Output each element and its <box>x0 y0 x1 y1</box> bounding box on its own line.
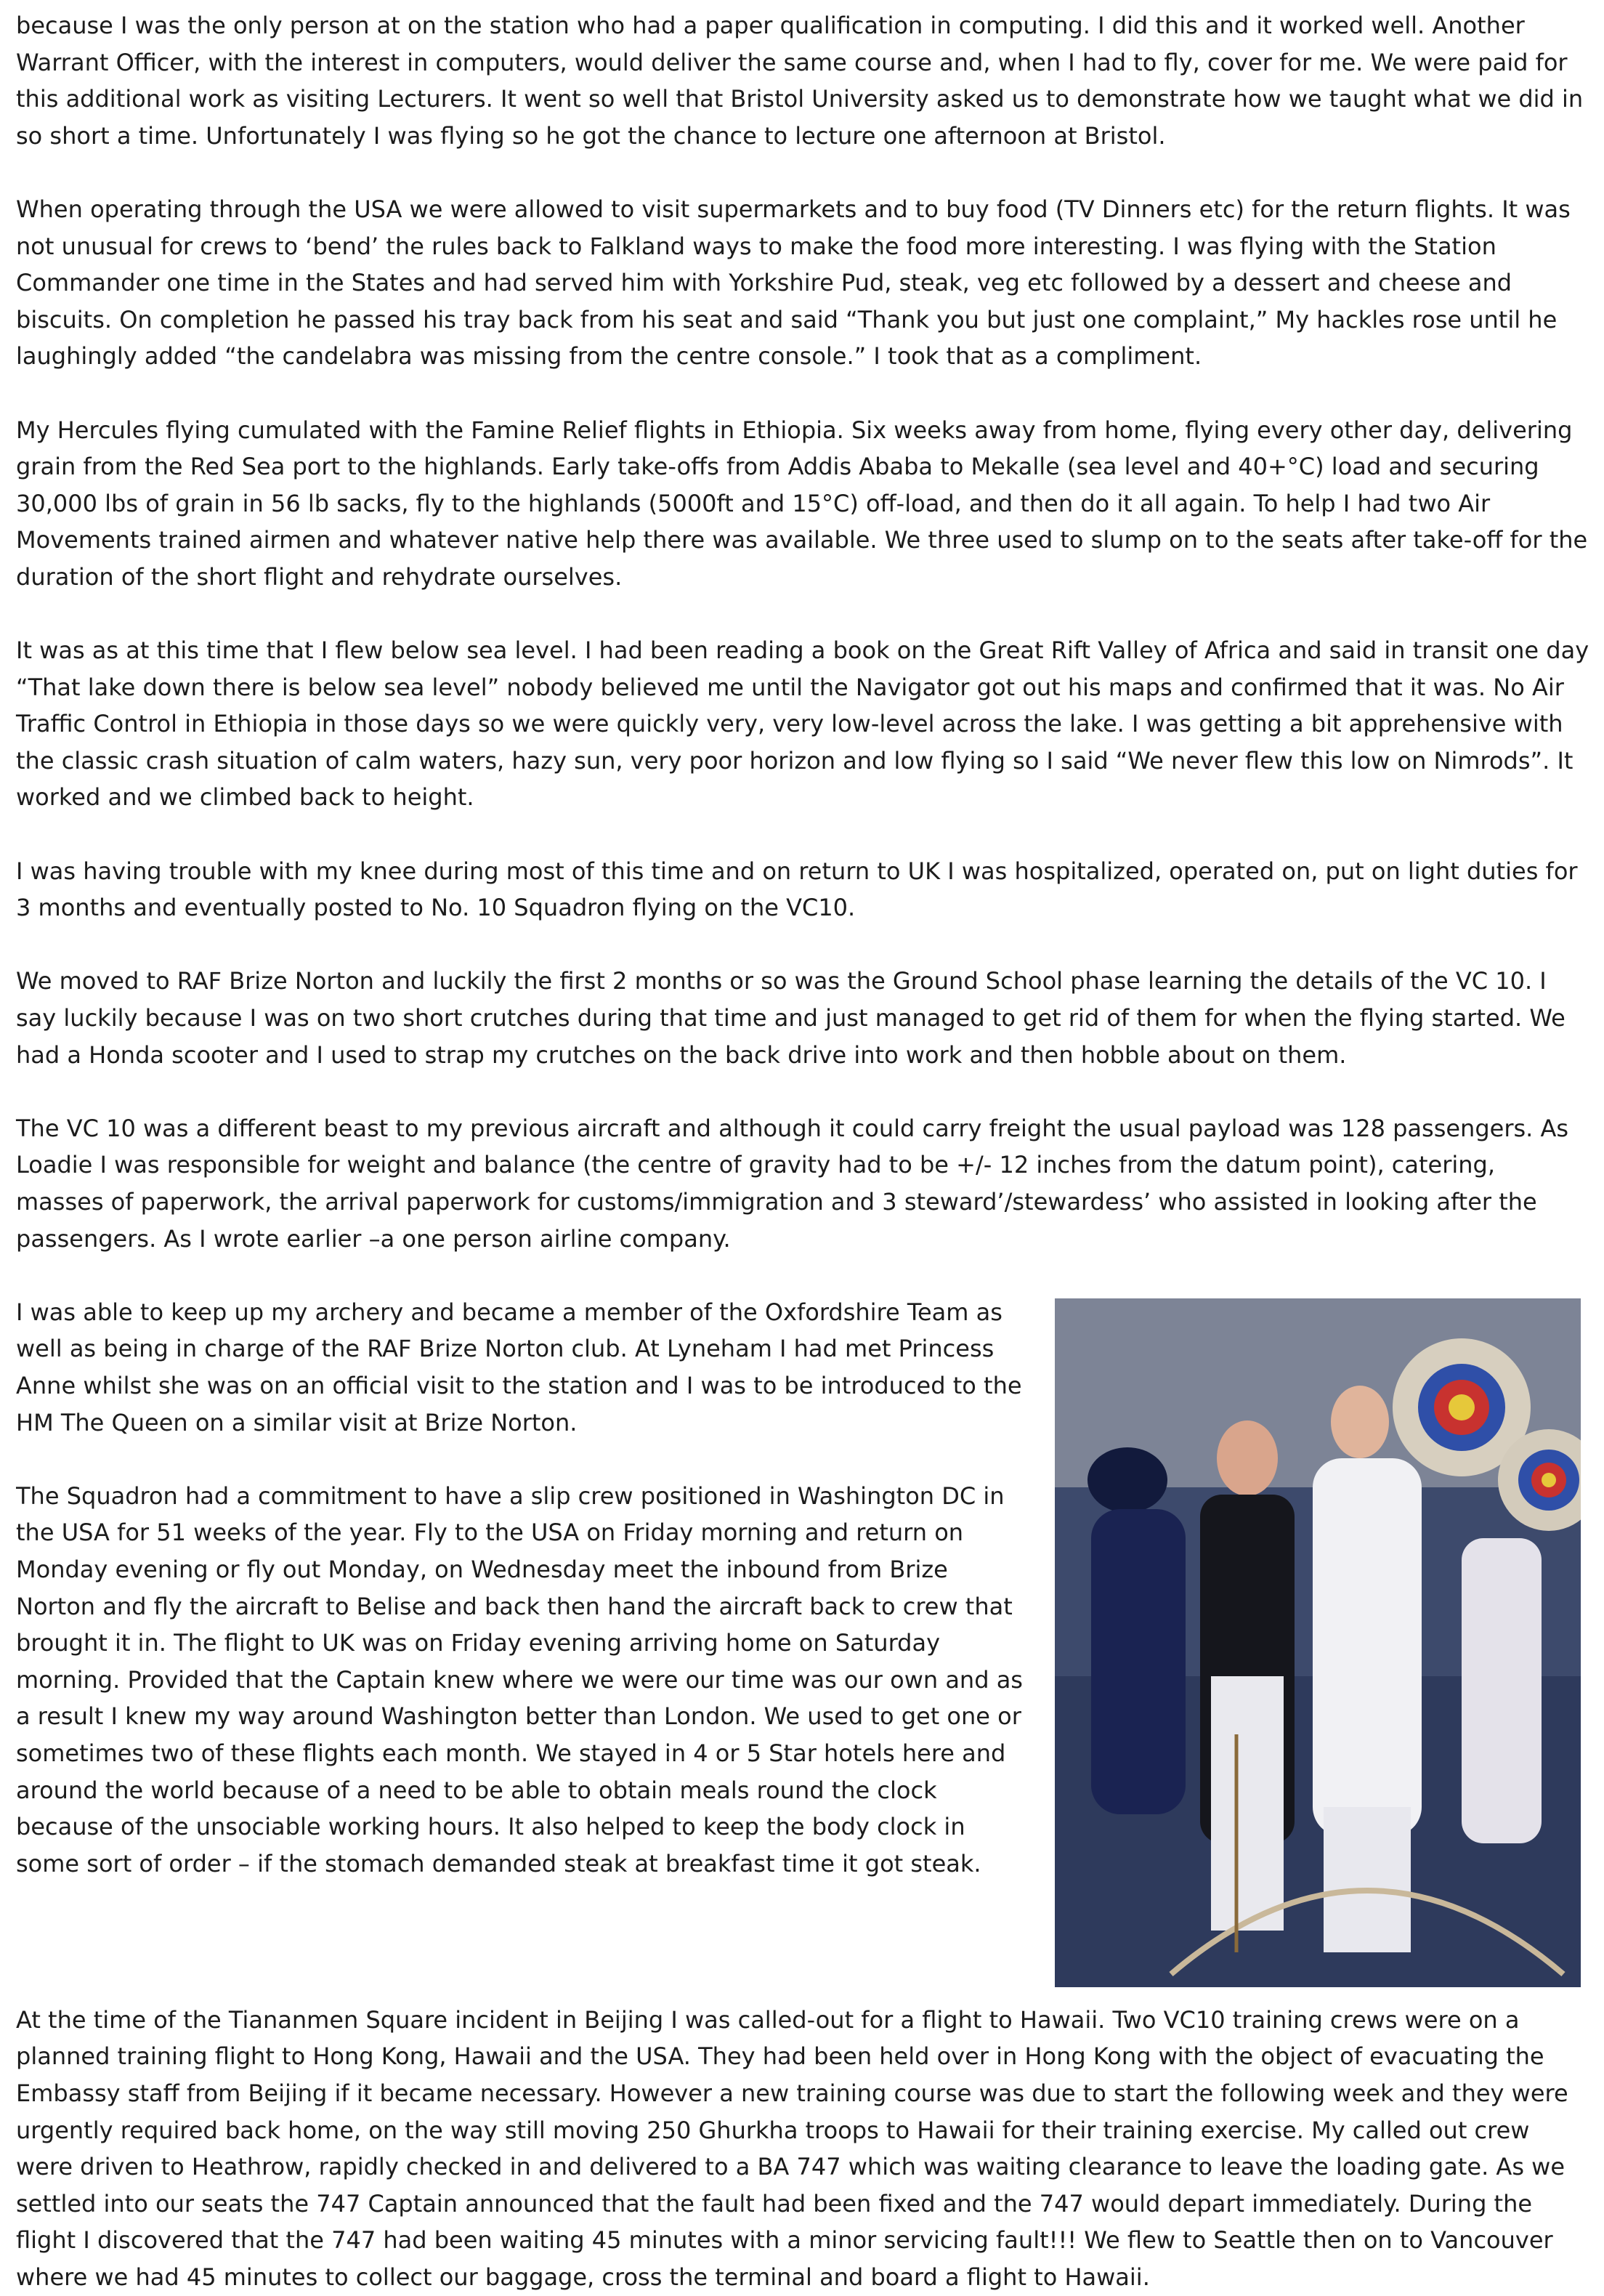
paragraph-brize-norton: We moved to RAF Brize Norton and luckily the first 2 months or so was the Ground School phase learning the details of the VC 10. I say luckily because I was on two short crutches during that time and just managed to get rid of them for when the flying started. We had a Honda scooter and I used to strap my crutches on the back drive into work and then hobble about on them. <box>16 967 1565 1069</box>
paragraph-ethiopia-famine-relief: My Hercules flying cumulated with the Famine Relief flights in Ethiopia. Six weeks away from home, flying every other day, delivering grain from the Red Sea port to the highlands. Early take-offs from Addis Ababa to Mekalle (sea level and 40+°C) load and securing 30,000 lbs of grain in 56 lb sacks, fly to the highlands (5000ft and 15°C) off-load, and then do it all again. To help I had two Air Movements trained airmen and whatever native help there was available. We three used to slump on to the seats after take-off for the duration of the short flight and rehydrate ourselves. <box>16 416 1588 591</box>
paragraph-knee-trouble: I was having trouble with my knee during most of this time and on return to UK I was hospitalized, operated on, put on light duties for 3 months and eventually posted to No. 10 Squadron flying on the VC10. <box>16 857 1578 922</box>
archery-visit-photo <box>1055 1298 1581 1987</box>
paragraph-archery: I was able to keep up my archery and became a member of the Oxfordshire Team as well as being in charge of the RAF Brize Norton club. At Lyneham I had met Princess Anne whilst she was on an official visit to the station and I was to be introduced to the HM The Queen on a similar visit at Brize Norton. <box>16 1298 1022 1436</box>
archer-legs <box>1324 1807 1411 1952</box>
figure-head-suit <box>1217 1420 1278 1496</box>
target-gold <box>1449 1394 1475 1420</box>
small-target-gold <box>1542 1473 1556 1487</box>
paragraph-slip-crew: The Squadron had a commitment to have a slip crew positioned in Washington DC in the USA for 51 weeks of the year. Fly to the USA on Friday morning and return on Monday evening or fly out Monday, on Wednesday meet the inbound from Brize Norton and fly the aircraft to Belise and back then hand the aircraft back to crew that brought it in. The flight to UK was on Friday evening arriving home on Saturday morning. Provided that the Captain knew where we were our time was our own and as a result I knew my way around Washington better than London. We used to get one or sometimes two of these flights each month. We stayed in 4 or 5 Star hotels here and around the world because of a need to be able to obtain meals round the clock because of the unsociable working hours. It also helped to keep the body clock in some sort of order – if the stomach demanded steak at breakfast time it got steak. <box>16 1482 1023 1877</box>
archery-section <box>16 1294 1589 2002</box>
paragraph-tiananmen: At the time of the Tiananmen Square incident in Beijing I was called-out for a flight to Hawaii. Two VC10 training crews were on a planned training flight to Hong Kong, Hawaii and the USA. They had been held over in Hong Kong with the object of evacuating the Embassy staff from Beijing if it became necessary. However a new training course was due to start the following week and they were urgently required back home, on the way still moving 250 Ghurkha troops to Hawaii for their training exercise. My called out crew were driven to Heathrow, rapidly checked in and delivered to a BA 747 which was waiting clearance to leave the loading gate. As we settled into our seats the 747 Captain announced that the fault had been fixed and the 747 would depart immediately. During the flight I discovered that the 747 had been waiting 45 minutes with a minor servicing fault!!! We flew to Seattle then on to Vancouver where we had 45 minutes to collect our baggage, cross the terminal and board a flight to Hawaii. <box>16 2005 1568 2291</box>
paragraph-below-sea-level: It was as at this time that I flew below sea level. I had been reading a book on the Great Rift Valley of Africa and said in transit one day “That lake down there is below sea level” nobody believed me until the Navigator got out his maps and confirmed that it was. No Air Traffic Control in Ethiopia in those days so we were quickly very, very low-level across the lake. I was getting a bit apprehensive with the classic crash situation of calm waters, hazy sun, very poor horizon and low flying so I said “We never flew this low on Nimrods”. It worked and we climbed back to height. <box>16 636 1589 812</box>
figure-background-person <box>1462 1538 1542 1843</box>
figure-head-archer <box>1331 1386 1389 1458</box>
figure-white-archer <box>1313 1458 1422 1836</box>
figure-hat <box>1087 1447 1167 1513</box>
paragraph-computing-course: because I was the only person at on the station who had a paper qualification in computing. I did this and it worked well. Another Warrant Officer, with the interest in computers, would deliver the same course and, when I had to fly, cover for me. We were paid for this additional work as visiting Lecturers. It went so well that Bristol University asked us to demonstrate how we taught what we did in so short a time. Unfortunately I was flying so he got the chance to lecture one afternoon at Bristol. <box>16 12 1584 150</box>
figure-trousers-light <box>1211 1676 1284 1931</box>
paragraph-vc10-loadie: The VC 10 was a different beast to my previous aircraft and although it could carry freight the usual payload was 128 passengers. As Loadie I was responsible for weight and balance (the centre of gravity had to be +/- 12 inches from the datum point), catering, masses of paperwork, the arrival paperwork for customs/immigration and 3 steward’/stewardess’ who assisted in looking after the passengers. As I wrote earlier –a one person airline company. <box>16 1114 1569 1253</box>
figure-dark-coat <box>1091 1509 1186 1814</box>
photo-illustration <box>1055 1298 1581 1987</box>
paragraph-usa-food: When operating through the USA we were allowed to visit supermarkets and to buy food (TV Dinners etc) for the return flights. It was not unusual for crews to ‘bend’ the rules back to Falkland ways to make the food more interesting. I was flying with the Station Commander one time in the States and had served him with Yorkshire Pud, steak, veg etc followed by a dessert and cheese and biscuits. On completion he passed his tray back from his seat and said “Thank you but just one complaint,” My hackles rose until he laughingly added “the candelabra was missing from the centre console.” I took that as a compliment. <box>16 195 1571 371</box>
